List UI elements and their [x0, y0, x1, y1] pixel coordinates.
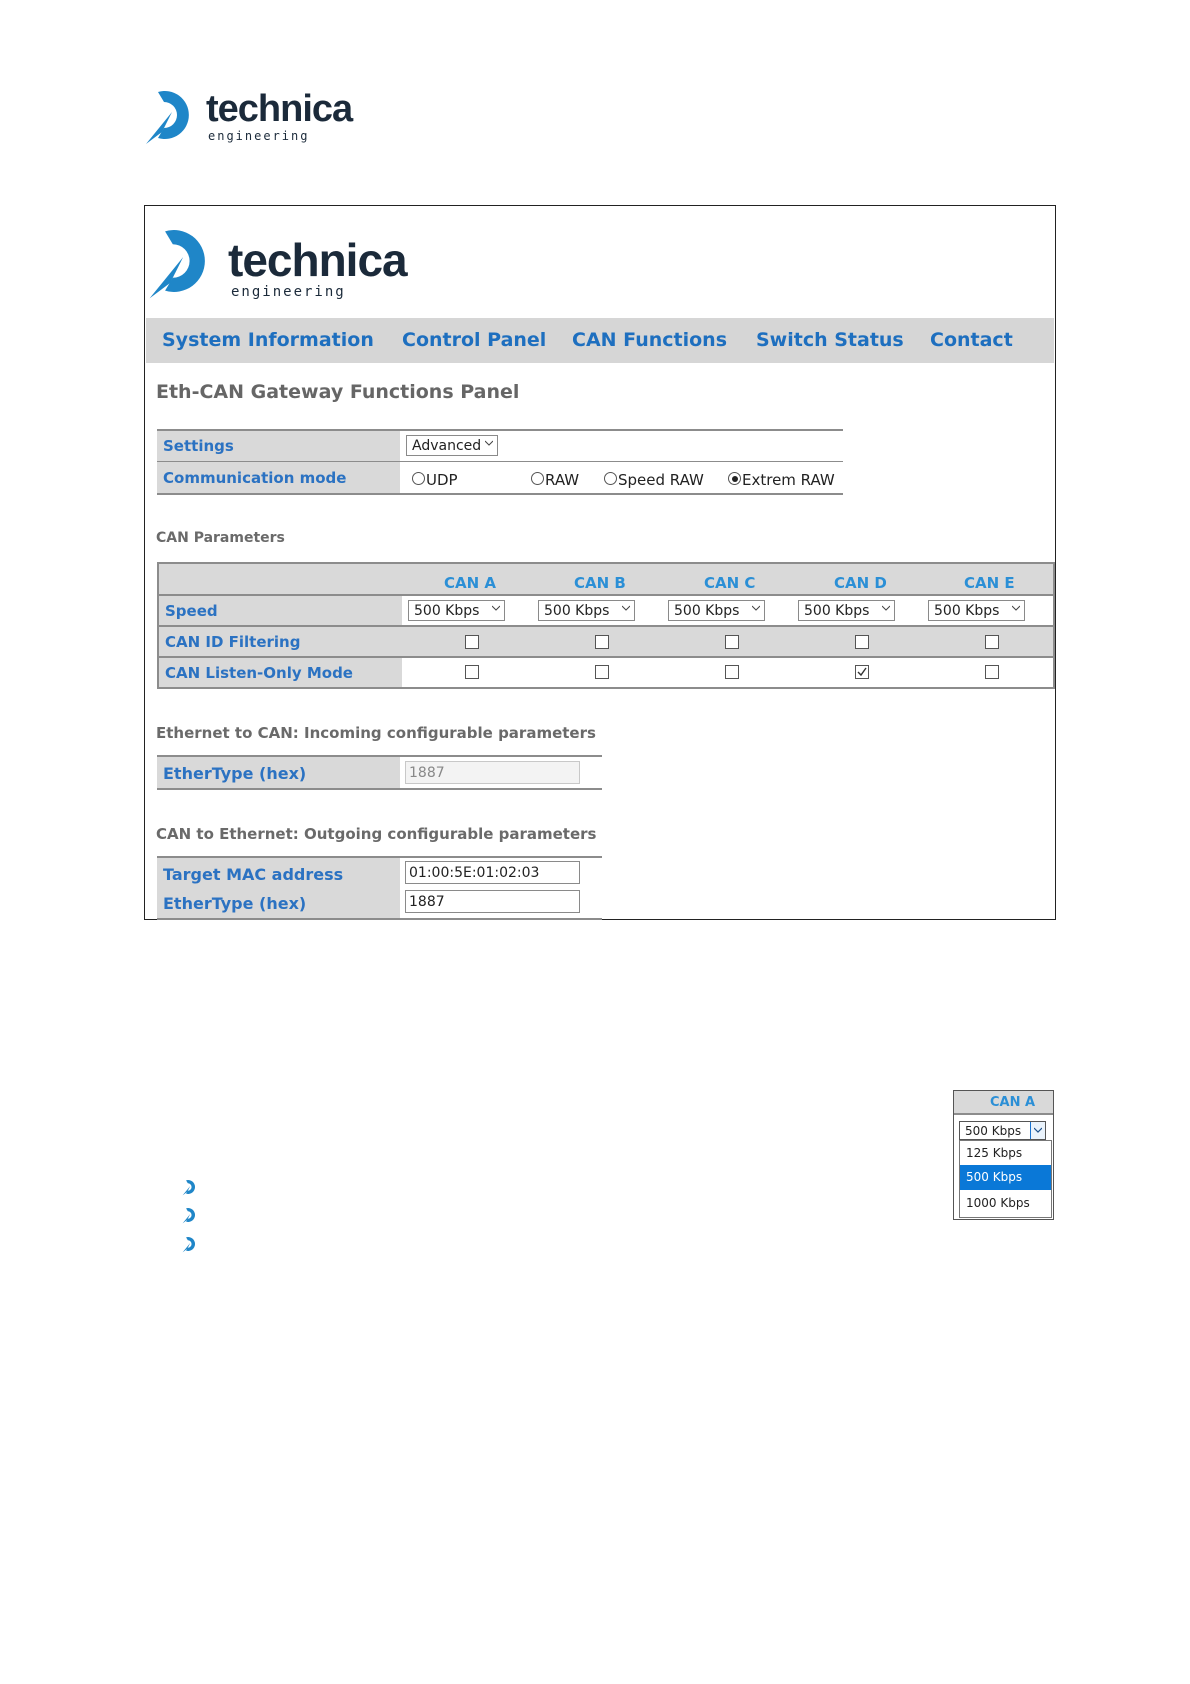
radio-speed-raw[interactable]	[604, 472, 617, 485]
filter-checkbox-can-b[interactable]	[595, 635, 609, 649]
chevron-down-icon	[1034, 1126, 1042, 1134]
can-header-b: CAN B	[574, 574, 626, 592]
dropdown-option-1000[interactable]: 1000 Kbps	[966, 1196, 1030, 1210]
technica-logo-icon	[144, 84, 206, 146]
technica-bullet-icon	[182, 1178, 200, 1196]
speed-value: 500 Kbps	[414, 603, 480, 619]
settings-bottom-rule	[157, 493, 843, 495]
radio-raw-label: RAW	[545, 471, 580, 489]
eth-to-can-bottom-rule	[157, 788, 602, 790]
speed-select-can-a[interactable]	[408, 600, 505, 621]
snippet-header: CAN A	[990, 1095, 1036, 1110]
speed-value: 500 Kbps	[804, 603, 870, 619]
filter-label: CAN ID Filtering	[165, 633, 301, 651]
app-screenshot	[144, 205, 1056, 920]
speed-value: 500 Kbps	[544, 603, 610, 619]
radio-raw[interactable]	[531, 472, 544, 485]
can-header-d: CAN D	[834, 574, 887, 592]
snippet-rule	[954, 1113, 1053, 1115]
technica-logo-icon	[147, 221, 227, 301]
speed-label: Speed	[165, 602, 218, 620]
nav-can-functions[interactable]: CAN Functions	[572, 329, 727, 351]
dropdown-option-500[interactable]: 500 Kbps	[960, 1165, 1051, 1190]
nav-bar	[146, 318, 1054, 363]
filter-checkbox-can-c[interactable]	[725, 635, 739, 649]
can-params-title: CAN Parameters	[156, 530, 285, 546]
nav-contact[interactable]: Contact	[930, 329, 1013, 351]
can-to-eth-title: CAN to Ethernet: Outgoing configurable parameters	[156, 825, 597, 843]
speed-dropdown-snippet	[953, 1090, 1054, 1220]
app-logo	[147, 221, 407, 303]
top-logo-name: technica	[206, 88, 353, 130]
can-to-eth-mac-label: Target MAC address	[163, 865, 344, 884]
radio-extrem-raw-label: Extrem RAW	[742, 471, 835, 489]
settings-select-value: Advanced	[412, 438, 482, 454]
top-logo-sub: engineering	[208, 129, 310, 143]
chevron-down-icon	[485, 439, 493, 447]
eth-to-can-title: Ethernet to CAN: Incoming configurable parameters	[156, 724, 596, 742]
speed-select-can-b[interactable]	[538, 600, 635, 621]
can-to-eth-mac-input[interactable]: 01:00:5E:01:02:03	[405, 861, 580, 884]
listen-checkbox-can-e[interactable]	[985, 665, 999, 679]
listen-checkbox-can-a[interactable]	[465, 665, 479, 679]
listen-checkbox-can-d[interactable]	[855, 665, 869, 679]
can-header-a: CAN A	[444, 574, 497, 592]
radio-udp-label: UDP	[426, 471, 458, 489]
filter-checkbox-can-d[interactable]	[855, 635, 869, 649]
eth-to-can-ethertype-input[interactable]: 1887	[405, 761, 580, 784]
listen-checkbox-can-c[interactable]	[725, 665, 739, 679]
radio-speed-raw-label: Speed RAW	[618, 471, 704, 489]
speed-value: 500 Kbps	[934, 603, 1000, 619]
technica-bullet-icon	[182, 1206, 200, 1224]
top-logo	[144, 84, 353, 146]
snippet-speed-select[interactable]	[959, 1121, 1046, 1140]
can-to-eth-ethertype-input[interactable]: 1887	[405, 890, 580, 913]
chevron-down-icon	[882, 604, 890, 612]
listen-label: CAN Listen-Only Mode	[165, 664, 353, 682]
snippet-select-arrow-box	[1030, 1122, 1045, 1139]
can-params-table	[157, 562, 1055, 689]
settings-select[interactable]	[406, 435, 498, 456]
eth-to-can-ethertype-label: EtherType (hex)	[163, 764, 307, 783]
bullet-list	[182, 1178, 202, 1258]
snippet-dropdown-list	[959, 1140, 1052, 1218]
chevron-down-icon	[492, 604, 500, 612]
filter-checkbox-can-e[interactable]	[985, 635, 999, 649]
filter-checkbox-can-a[interactable]	[465, 635, 479, 649]
settings-label: Settings	[163, 437, 234, 455]
technica-bullet-icon	[182, 1235, 200, 1253]
chevron-down-icon	[622, 604, 630, 612]
radio-extrem-raw[interactable]	[728, 472, 741, 485]
app-logo-sub: engineering	[231, 284, 346, 300]
chevron-down-icon	[1012, 604, 1020, 612]
chevron-down-icon	[752, 604, 760, 612]
listen-checkbox-can-b[interactable]	[595, 665, 609, 679]
nav-control-panel[interactable]: Control Panel	[402, 329, 547, 351]
app-logo-name: technica	[228, 234, 407, 286]
speed-select-can-c[interactable]	[668, 600, 765, 621]
can-header-e: CAN E	[964, 574, 1015, 592]
can-to-eth-bottom-rule	[157, 918, 602, 920]
comm-mode-label: Communication mode	[163, 469, 347, 487]
radio-udp[interactable]	[412, 472, 425, 485]
speed-select-can-e[interactable]	[928, 600, 1025, 621]
speed-value: 500 Kbps	[674, 603, 740, 619]
nav-system-information[interactable]: System Information	[162, 329, 374, 351]
can-to-eth-ethertype-label: EtherType (hex)	[163, 894, 307, 913]
dropdown-option-125[interactable]: 125 Kbps	[966, 1146, 1023, 1160]
speed-select-can-d[interactable]	[798, 600, 895, 621]
checkmark-icon	[856, 666, 868, 678]
snippet-select-value: 500 Kbps	[965, 1124, 1022, 1138]
nav-switch-status[interactable]: Switch Status	[756, 329, 904, 351]
page-title: Eth-CAN Gateway Functions Panel	[156, 381, 520, 403]
can-header-c: CAN C	[704, 574, 756, 592]
